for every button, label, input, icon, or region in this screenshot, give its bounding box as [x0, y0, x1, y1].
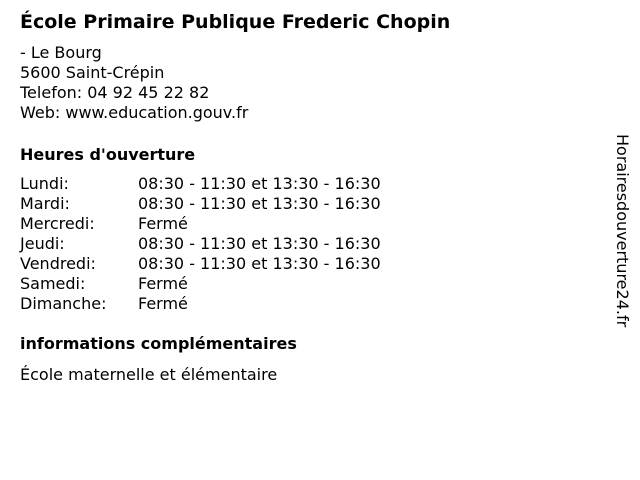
hours-heading: Heures d'ouverture [20, 145, 196, 164]
day-label: Dimanche: [20, 294, 107, 313]
hours-row-sunday [20, 294, 381, 314]
day-hours: Fermé [138, 294, 188, 313]
address-line: - Le Bourg [20, 43, 102, 62]
day-hours: Fermé [138, 214, 188, 233]
site-watermark: Horairesdouverture24.fr [613, 134, 632, 328]
phone-number: Telefon: 04 92 45 22 82 [20, 83, 210, 102]
day-hours: 08:30 - 11:30 et 13:30 - 16:30 [138, 194, 381, 213]
day-hours: 08:30 - 11:30 et 13:30 - 16:30 [138, 174, 381, 193]
hours-row-saturday [20, 274, 381, 294]
day-hours: Fermé [138, 274, 188, 293]
website: Web: www.education.gouv.fr [20, 103, 249, 122]
hours-row-friday [20, 254, 381, 274]
day-label: Samedi: [20, 274, 86, 293]
opening-hours-list [20, 174, 381, 314]
day-label: Jeudi: [20, 234, 65, 253]
day-hours: 08:30 - 11:30 et 13:30 - 16:30 [138, 234, 381, 253]
page-title: École Primaire Publique Frederic Chopin [20, 11, 451, 33]
hours-row-tuesday [20, 194, 381, 214]
day-label: Vendredi: [20, 254, 96, 273]
postal-city: 5600 Saint-Crépin [20, 63, 165, 82]
info-heading: informations complémentaires [20, 334, 297, 353]
day-label: Lundi: [20, 174, 69, 193]
hours-row-monday [20, 174, 381, 194]
hours-row-wednesday [20, 214, 381, 234]
day-label: Mercredi: [20, 214, 95, 233]
hours-row-thursday [20, 234, 381, 254]
day-hours: 08:30 - 11:30 et 13:30 - 16:30 [138, 254, 381, 273]
address-block [20, 43, 248, 123]
info-text: École maternelle et élémentaire [20, 365, 278, 384]
day-label: Mardi: [20, 194, 70, 213]
